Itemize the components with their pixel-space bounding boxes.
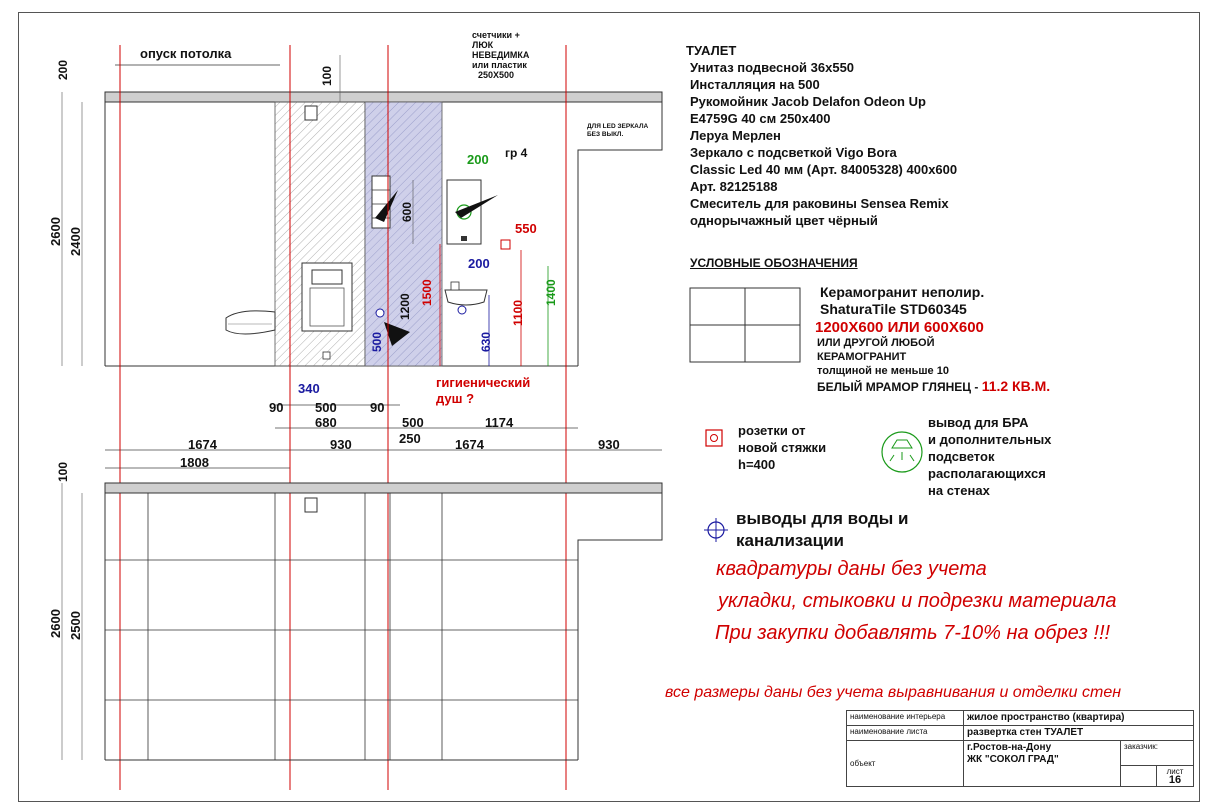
wall-step-upper bbox=[578, 102, 662, 366]
sink bbox=[445, 290, 487, 305]
stamp-interior-value: жилое пространство (квартира) bbox=[964, 711, 1194, 726]
tile-grid-lower bbox=[105, 493, 578, 760]
page-number: 16 bbox=[1168, 774, 1182, 786]
spec-line: Classic Led 40 мм (Арт. 84005328) 400х600 bbox=[690, 162, 958, 177]
meters-hatch-label: счетчики + ЛЮК НЕВЕДИМКА или пластик 250Х500 bbox=[472, 30, 530, 80]
spec-block bbox=[686, 42, 957, 229]
socket-icon bbox=[501, 240, 510, 249]
note-line-3: При закупки добавлять 7-10% на обрез !!! bbox=[715, 622, 1111, 644]
socket-legend-text: розетки от новой стяжки h=400 bbox=[738, 423, 827, 472]
dim-1674-left: 1674 bbox=[188, 437, 217, 452]
tile-name-2: ShaturaTile STD60345 bbox=[820, 301, 967, 317]
water-outlet-sink bbox=[458, 306, 466, 314]
dim-1174: 1174 bbox=[485, 415, 514, 430]
flush-button bbox=[312, 270, 342, 284]
gr4-label: гр 4 bbox=[505, 146, 528, 160]
dim-2600-top: 2600 bbox=[48, 217, 63, 246]
upper-elevation bbox=[62, 55, 662, 366]
dim-2400: 2400 bbox=[68, 227, 83, 256]
toilet-bowl bbox=[226, 311, 275, 334]
dim-340: 340 bbox=[298, 381, 320, 396]
note-line-2: укладки, стыковки и подрезки материала bbox=[718, 590, 1117, 612]
dim-600: 600 bbox=[400, 201, 414, 222]
dim-100-top: 100 bbox=[320, 65, 334, 86]
hygienic-shower-label: гигиенический душ ? bbox=[436, 375, 531, 406]
spec-line: Зеркало с подсветкой Vigo Bora bbox=[690, 145, 897, 160]
spec-line: Унитаз подвесной 36х550 bbox=[690, 60, 855, 75]
dim-1200: 1200 bbox=[398, 293, 412, 320]
stamp-page: лист 16 bbox=[1157, 766, 1194, 787]
dim-930-left: 930 bbox=[330, 437, 352, 452]
spec-line: Арт. 82125188 bbox=[690, 179, 778, 194]
dim-550: 550 bbox=[515, 221, 537, 236]
spec-line: Смеситель для раковины Sensea Remix bbox=[690, 196, 949, 211]
led-mirror-note: ДЛЯ LED ЗЕРКАЛА БЕЗ ВЫКЛ. bbox=[587, 123, 649, 138]
riser-box-hatch bbox=[365, 102, 442, 366]
dim-500-b: 500 bbox=[402, 415, 424, 430]
dim-2500: 2500 bbox=[68, 611, 83, 640]
title-stamp bbox=[846, 710, 1194, 787]
tile-thickness: толщиной не меньше 10 bbox=[817, 365, 949, 377]
dim-1400: 1400 bbox=[544, 279, 558, 306]
hatch-door-icon bbox=[305, 106, 317, 120]
stamp-object-label: объект bbox=[847, 741, 964, 787]
spec-line: Леруа Мерлен bbox=[690, 128, 781, 143]
dim-500-blue: 500 bbox=[370, 331, 384, 352]
tile-area: 11.2 КВ.М. bbox=[981, 378, 1051, 394]
stamp-customer-label: заказчик: bbox=[1121, 741, 1194, 766]
dim-1100: 1100 bbox=[511, 299, 525, 326]
tile-marble: БЕЛЫЙ МРАМОР ГЛЯНЕЦ - 11.2 КВ.М. bbox=[817, 378, 1051, 394]
stamp-interior-label: наименование интерьера bbox=[847, 711, 964, 726]
tile-name-1: Керамогранит неполир. bbox=[820, 284, 985, 300]
dim-630: 630 bbox=[479, 331, 493, 352]
dim-90-right: 90 bbox=[370, 400, 385, 415]
legend-heading: УСЛОВНЫЕ ОБОЗНАЧЕНИЯ bbox=[690, 256, 858, 270]
note-line-1: квадратуры даны без учета bbox=[716, 558, 987, 580]
water-outlet-shower bbox=[376, 309, 384, 317]
tile-size: 1200Х600 ИЛИ 600Х600 bbox=[815, 319, 984, 336]
lower-elevation bbox=[62, 483, 662, 760]
dim-200-green: 200 bbox=[467, 152, 489, 167]
spec-line: Рукомойник Jacob Delafon Odeon Up bbox=[690, 94, 926, 109]
note-bottom: все размеры даны без учета выравнивания и отделки стен bbox=[665, 684, 1122, 701]
dim-100-bottom: 100 bbox=[56, 461, 70, 482]
dim-1808: 1808 bbox=[180, 455, 209, 470]
stamp-sheet-value: развертка стен ТУАЛЕТ bbox=[964, 726, 1194, 741]
stamp-sheet-label: наименование листа bbox=[847, 726, 964, 741]
dim-680: 680 bbox=[315, 415, 337, 430]
socket-legend-icon bbox=[706, 430, 722, 446]
dim-200-blue: 200 bbox=[468, 256, 490, 271]
ceiling-slab-lower bbox=[105, 483, 662, 493]
dim-1674-right: 1674 bbox=[455, 437, 484, 452]
dim-200-top: 200 bbox=[56, 59, 70, 80]
lamp-legend-text: вывод для БРА и дополнительных подсветок располагающихся на стенах bbox=[928, 415, 1052, 498]
tile-alt-2: КЕРАМОГРАНИТ bbox=[817, 351, 907, 363]
dim-2600-bottom: 2600 bbox=[48, 609, 63, 638]
ceiling-drop-label: опуск потолка bbox=[140, 46, 232, 61]
water-legend-text: выводы для воды и канализации bbox=[736, 509, 909, 550]
spec-line: однорычажный цвет чёрный bbox=[690, 213, 878, 228]
faucet bbox=[451, 282, 459, 290]
dim-500-a: 500 bbox=[315, 400, 337, 415]
dim-930-right: 930 bbox=[598, 437, 620, 452]
tile-alt-1: ИЛИ ДРУГОЙ ЛЮБОЙ bbox=[817, 337, 935, 349]
dim-90-left: 90 bbox=[269, 400, 284, 415]
spec-line: E4759G 40 см 250х400 bbox=[690, 111, 831, 126]
spec-heading: ТУАЛЕТ bbox=[686, 43, 737, 58]
dim-1500: 1500 bbox=[420, 279, 434, 306]
ceiling-slab-upper bbox=[105, 92, 662, 102]
stamp-object-value: г.Ростов-на-Дону ЖК "СОКОЛ ГРАД" bbox=[964, 741, 1121, 787]
spec-line: Инсталляция на 500 bbox=[690, 77, 820, 92]
dim-250: 250 bbox=[399, 431, 421, 446]
